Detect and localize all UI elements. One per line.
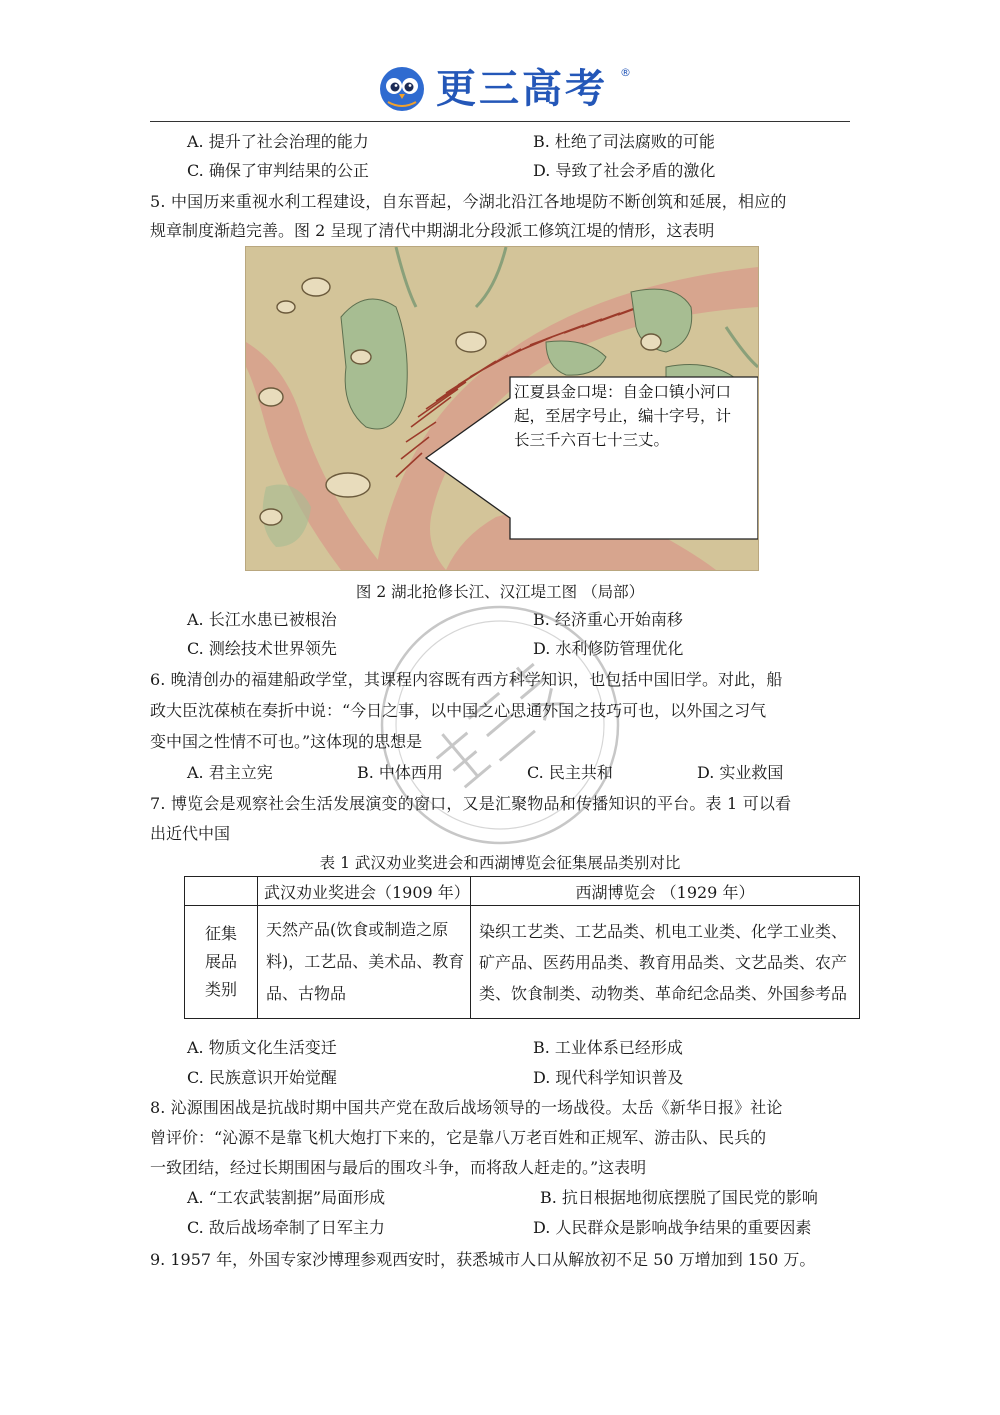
- table-header-wuhan: 武汉劝业奖进会（1909 年）: [258, 877, 471, 906]
- table1-title: 表 1 武汉劝业奖进会和西湖博览会征集展品类别对比: [319, 854, 681, 872]
- q5-option-c: C. 测绘技术世界领先: [187, 639, 337, 658]
- registered-mark: ®: [620, 66, 631, 79]
- q6-stem-line3: 变中国之性情不可也。”这体现的思想是: [150, 732, 423, 751]
- owl-logo-icon: [378, 66, 426, 112]
- q5-option-b: B. 经济重心开始南移: [533, 610, 683, 629]
- q5-stem-line2: 规章制度渐趋完善。图 2 呈现了清代中期湖北分段派工修筑江堤的情形，这表明: [150, 221, 715, 240]
- q5-option-a: A. 长江水患已被根治: [187, 610, 337, 629]
- row-label-line: 类别: [204, 980, 237, 999]
- q6-option-b: B. 中体西用: [357, 763, 443, 782]
- brand-name: 更三高考: [436, 66, 608, 112]
- q5-stem-line1: 5. 中国历来重视水利工程建设，自东晋起，今湖北沿江各地堤防不断创筑和延展，相应的: [150, 192, 787, 211]
- figure2-caption: 图 2 湖北抢修长江、汉江堤工图 （局部）: [355, 583, 645, 601]
- q6-stem-line2: 政大臣沈葆桢在奏折中说：“今日之事，以中国之心思通外国之技巧可也，以外国之习气: [150, 701, 767, 720]
- q5-option-d: D. 水利修防管理优化: [533, 639, 684, 658]
- row-label-line: 征集: [204, 924, 237, 943]
- table-cell-wuhan: 天然产品(饮食或制造之原料)，工艺品、美术品、教育品、古物品: [258, 906, 471, 1019]
- q7-option-a: A. 物质文化生活变迁: [187, 1038, 337, 1057]
- q9-stem-line1: 9. 1957 年，外国专家沙博理参观西安时，获悉城市人口从解放初不足 50 万增加到 150 万。: [150, 1250, 816, 1269]
- q7-option-b: B. 工业体系已经形成: [533, 1038, 683, 1057]
- q8-stem-line3: 一致团结，经过长期围困与最后的围攻斗争，而将敌人赶走的。”这表明: [150, 1158, 647, 1177]
- table-corner-cell: [185, 877, 258, 906]
- q6-stem-line1: 6. 晚清创办的福建船政学堂，其课程内容既有西方科学知识，也包括中国旧学。对此，船: [150, 670, 783, 689]
- q4-option-d: D. 导致了社会矛盾的激化: [533, 161, 716, 180]
- q7-option-c: C. 民族意识开始觉醒: [187, 1068, 337, 1087]
- q6-option-c: C. 民主共和: [527, 763, 613, 782]
- q8-option-c: C. 敌后战场牵制了日军主力: [187, 1218, 385, 1237]
- q4-option-a: A. 提升了社会治理的能力: [187, 132, 369, 151]
- map-callout-text: 江夏县金口堤：自金口镇小河口起，至居字号止，编十字号，计长三千六百七十三丈。: [514, 383, 732, 449]
- page-header: [0, 60, 1000, 120]
- q8-stem-line1: 8. 沁源围困战是抗战时期中国共产党在敌后战场领导的一场战役。太岳《新华日报》社论: [150, 1098, 783, 1117]
- q4-option-c: C. 确保了审判结果的公正: [187, 161, 369, 180]
- header-divider: [150, 121, 850, 122]
- exhibit-comparison-table: [184, 876, 860, 1019]
- q7-stem-line2: 出近代中国: [150, 824, 231, 843]
- q8-option-d: D. 人民群众是影响战争结果的重要因素: [533, 1218, 812, 1237]
- q8-option-a: A. “工农武装割据”局面形成: [187, 1188, 386, 1207]
- q4-option-b: B. 杜绝了司法腐败的可能: [533, 132, 715, 151]
- q7-option-d: D. 现代科学知识普及: [533, 1068, 684, 1087]
- q6-option-d: D. 实业救国: [697, 763, 784, 782]
- table-cell-xihu: 染织工艺类、工艺品类、机电工业类、化学工业类、矿产品、医药用品类、教育用品类、文艺品类、农产类、饮食制类、动物类、革命纪念品类、外国参考品: [471, 906, 860, 1019]
- q7-stem-line1: 7. 博览会是观察社会生活发展演变的窗口，又是汇聚物品和传播知识的平台。表 1 可以看: [150, 794, 792, 813]
- q8-option-b: B. 抗日根据地彻底摆脱了国民党的影响: [540, 1188, 818, 1207]
- row-label-line: 展品: [204, 952, 237, 971]
- table-header-row: [185, 877, 860, 906]
- table-row-label: [185, 906, 258, 1019]
- table-row: [185, 906, 860, 1019]
- q8-stem-line2: 曾评价：“沁源不是靠飞机大炮打下来的，它是靠八万老百姓和正规军、游击队、民兵的: [150, 1128, 767, 1147]
- table-header-xihu: 西湖博览会 （1929 年）: [471, 877, 860, 906]
- q6-option-a: A. 君主立宪: [187, 763, 273, 782]
